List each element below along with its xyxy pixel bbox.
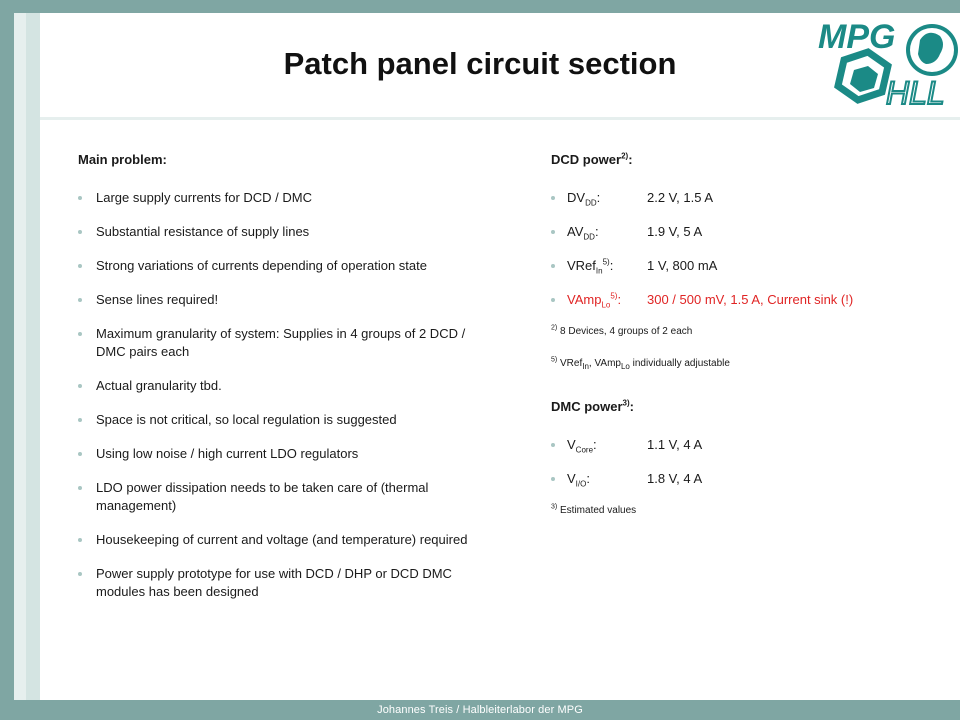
footnote-3: $^{3)}$ Estimated values bbox=[551, 503, 637, 516]
bullet-icon bbox=[551, 298, 555, 302]
header-divider bbox=[40, 117, 960, 120]
list-item: Actual granularity tbd. bbox=[78, 377, 488, 395]
list-item: Housekeeping of current and voltage (and temperature) required bbox=[78, 531, 488, 549]
mpg-hll-logo bbox=[814, 12, 960, 112]
bullet-icon bbox=[551, 477, 555, 481]
left-band bbox=[0, 0, 14, 720]
dmc-power-item: $V_{I/O}$: 1.8 V, 4 A bbox=[551, 470, 931, 488]
main-problem-list bbox=[78, 189, 488, 601]
footer-text: Johannes Treis / Halbleiterlabor der MPG bbox=[377, 704, 583, 716]
main-problem-heading: Main problem: bbox=[78, 152, 167, 167]
bullet-icon bbox=[78, 264, 82, 268]
footnote-2: $^{2)}$ 8 Devices, 4 groups of 2 each bbox=[551, 324, 693, 337]
list-item: Large supply currents for DCD / DMC bbox=[78, 189, 488, 207]
bullet-icon bbox=[78, 332, 82, 336]
left-inner-band-2 bbox=[26, 13, 40, 700]
bullet-icon bbox=[78, 196, 82, 200]
left-column bbox=[78, 152, 488, 617]
slide-title: Patch panel circuit section bbox=[283, 46, 677, 81]
dmc-power-heading: DMC power$^{3)}$: bbox=[551, 398, 634, 414]
right-column bbox=[551, 152, 931, 536]
footer-bar bbox=[0, 700, 960, 720]
list-item: Maximum granularity of system: Supplies in 4 groups of 2 DCD / DMC pairs each bbox=[78, 325, 488, 361]
list-item: Space is not critical, so local regulation is suggested bbox=[78, 411, 488, 429]
bullet-icon bbox=[551, 443, 555, 447]
bullet-icon bbox=[551, 230, 555, 234]
list-item: Power supply prototype for use with DCD / DHP or DCD DMC modules has been designed bbox=[78, 565, 488, 601]
bullet-icon bbox=[78, 452, 82, 456]
bullet-icon bbox=[78, 298, 82, 302]
bullet-icon bbox=[78, 486, 82, 490]
logo-text-bottom: HLL bbox=[886, 75, 945, 111]
dcd-power-item: $AV_{DD}$: 1.9 V, 5 A bbox=[551, 223, 931, 241]
bullet-icon bbox=[78, 230, 82, 234]
logo-svg bbox=[814, 12, 960, 112]
list-item: LDO power dissipation needs to be taken care of (thermal management) bbox=[78, 479, 488, 515]
dcd-power-item-warning: VAmp$_{Lo}^{5)}$: 300 / 500 mV, 1.5 A, Current sink (!) bbox=[551, 291, 931, 309]
logo-text-top: MPG bbox=[818, 18, 896, 56]
dcd-power-item: VRef$_{In}^{5)}$: 1 V, 800 mA bbox=[551, 257, 931, 275]
bullet-icon bbox=[78, 538, 82, 542]
footnote-5: $^{5)}$ VRef$_{In}$, VAmp$_{Lo}$ individually adjustable bbox=[551, 356, 730, 371]
list-item: Substantial resistance of supply lines bbox=[78, 223, 488, 241]
bullet-icon bbox=[551, 196, 555, 200]
dmc-power-item: $V_{Core}$: 1.1 V, 4 A bbox=[551, 436, 931, 454]
list-item: Using low noise / high current LDO regulators bbox=[78, 445, 488, 463]
bullet-icon bbox=[78, 384, 82, 388]
list-item: Strong variations of currents depending of operation state bbox=[78, 257, 488, 275]
bullet-icon bbox=[78, 418, 82, 422]
bullet-icon bbox=[551, 264, 555, 268]
dcd-power-item: $DV_{DD}$: 2.2 V, 1.5 A bbox=[551, 189, 931, 207]
logo-hexagon-inner bbox=[850, 66, 878, 92]
list-item: Sense lines required! bbox=[78, 291, 488, 309]
bullet-icon bbox=[78, 572, 82, 576]
dcd-power-heading: DCD power$^{2)}$: bbox=[551, 151, 633, 167]
